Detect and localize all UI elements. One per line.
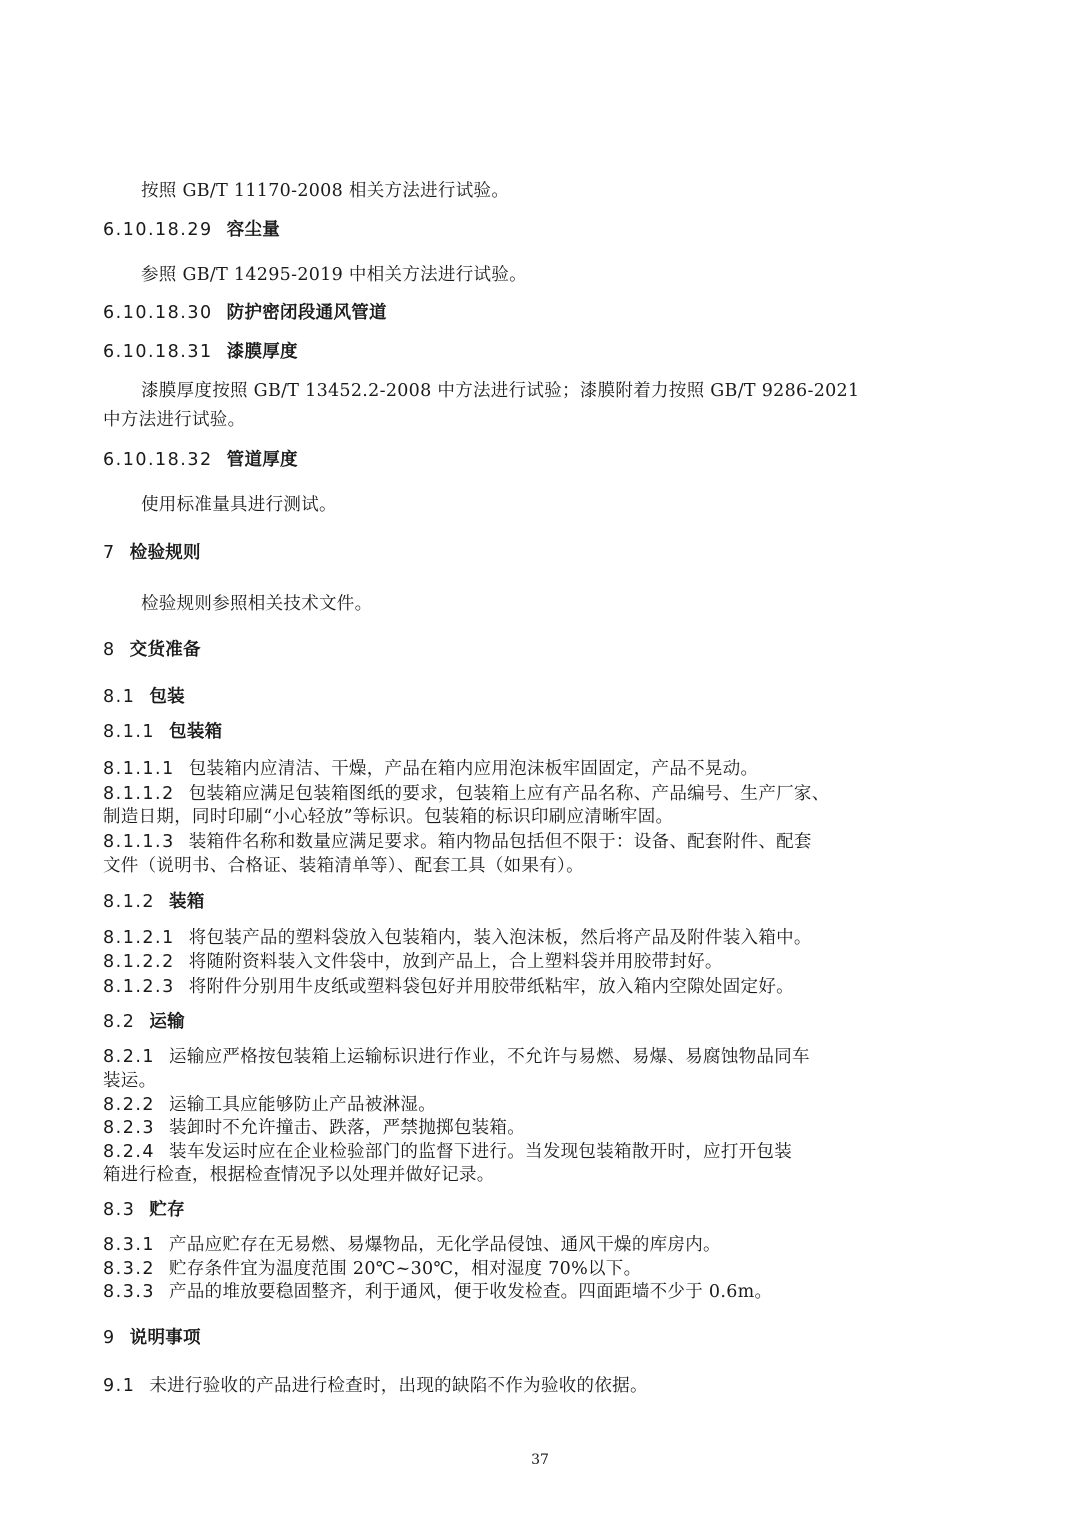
clause-line <box>103 1258 641 1280</box>
paragraph-line: 按照 GB/T 11170-2008 相关方法进行试验。 <box>141 181 510 201</box>
clause-line <box>103 1234 721 1256</box>
chapter-title: 检验规则 <box>129 543 201 563</box>
section-number: 6.10.18.31 <box>103 342 213 362</box>
paragraph-line: 参照 GB/T 14295-2019 中相关方法进行试验。 <box>141 265 527 285</box>
clause-number: 8.1.2.1 <box>103 928 175 948</box>
clause-text: 运输工具应能够防止产品被淋湿。 <box>169 1095 437 1115</box>
section-number: 8.2 <box>103 1012 136 1032</box>
section-title: 贮存 <box>149 1200 185 1220</box>
section-title: 容尘量 <box>226 220 281 240</box>
clause-number: 8.1.1.3 <box>103 832 175 852</box>
section-title: 包装 <box>149 687 185 707</box>
clause-line <box>103 1117 525 1139</box>
clause-line <box>103 1046 810 1068</box>
section-title: 包装箱 <box>169 722 223 742</box>
section-heading <box>103 1199 185 1221</box>
paragraph-line: 文件（说明书、合格证、装箱清单等）、配套工具（如果有）。 <box>103 856 584 876</box>
section-number: 8.1.1 <box>103 722 156 742</box>
clause-text: 贮存条件宜为温度范围 20℃~30℃，相对湿度 70%以下。 <box>169 1259 642 1279</box>
section-heading <box>103 891 205 913</box>
clause-line <box>103 831 812 853</box>
chapter-title: 说明事项 <box>129 1328 201 1348</box>
clause-line <box>103 1094 436 1116</box>
section-title: 装箱 <box>169 892 205 912</box>
chapter-number: 9 <box>103 1328 116 1348</box>
section-heading <box>103 1011 185 1033</box>
clause-text: 将附件分别用牛皮纸或塑料袋包好并用胶带纸粘牢，放入箱内空隙处固定好。 <box>188 977 794 997</box>
clause-text: 运输应严格按包装箱上运输标识进行作业，不允许与易燃、易爆、易腐蚀物品同车 <box>169 1047 810 1067</box>
section-heading <box>103 721 222 743</box>
section-heading <box>103 686 185 708</box>
clause-line <box>103 1141 792 1163</box>
clause-number: 8.1.2.3 <box>103 977 175 997</box>
section-number: 6.10.18.32 <box>103 450 213 470</box>
clause-line <box>103 976 794 998</box>
clause-number: 8.2.2 <box>103 1095 156 1115</box>
paragraph-line: 装运。 <box>103 1071 157 1091</box>
clause-number: 8.1.1.1 <box>103 759 175 779</box>
clause-line <box>103 927 812 949</box>
clause-text: 将随附资料装入文件袋中，放到产品上，合上塑料袋并用胶带封好。 <box>188 952 723 972</box>
chapter-number: 8 <box>103 640 116 660</box>
clause-text: 装箱件名称和数量应满足要求。箱内物品包括但不限于：设备、配套附件、配套 <box>188 832 812 852</box>
clause-line <box>103 1375 648 1397</box>
clause-text: 包装箱内应清洁、干燥，产品在箱内应用泡沫板牢固固定，产品不晃动。 <box>188 759 759 779</box>
chapter-heading <box>103 639 201 661</box>
clause-number: 8.3.2 <box>103 1259 156 1279</box>
section-number: 8.3 <box>103 1200 136 1220</box>
section-heading <box>103 449 298 471</box>
section-title: 管道厚度 <box>226 450 298 470</box>
paragraph-line: 检验规则参照相关技术文件。 <box>141 594 373 614</box>
clause-line <box>103 783 830 805</box>
clause-number: 8.1.2.2 <box>103 952 175 972</box>
section-heading <box>103 341 298 363</box>
page-number: 37 <box>531 1452 549 1468</box>
paragraph-line: 制造日期，同时印刷“小心轻放”等标识。包装箱的标识印刷应清晰牢固。 <box>103 807 674 827</box>
clause-text: 装车发运时应在企业检验部门的监督下进行。当发现包装箱散开时，应打开包装 <box>169 1142 793 1162</box>
clause-text: 装卸时不允许撞击、跌落，严禁抛掷包装箱。 <box>169 1118 526 1138</box>
clause-text: 包装箱应满足包装箱图纸的要求，包装箱上应有产品名称、产品编号、生产厂家、 <box>188 784 830 804</box>
paragraph-line: 使用标准量具进行测试。 <box>141 495 337 515</box>
paragraph-line: 箱进行检查，根据检查情况予以处理并做好记录。 <box>103 1165 495 1185</box>
clause-line <box>103 951 723 973</box>
clause-number: 8.3.1 <box>103 1235 156 1255</box>
chapter-heading <box>103 1327 201 1349</box>
section-number: 6.10.18.30 <box>103 303 213 323</box>
paragraph-line: 漆膜厚度按照 GB/T 13452.2-2008 中方法进行试验；漆膜附着力按照 GB/T 9286-2021 <box>141 381 860 401</box>
clause-number: 8.2.1 <box>103 1047 156 1067</box>
clause-text: 将包装产品的塑料袋放入包装箱内，装入泡沫板，然后将产品及附件装入箱中。 <box>188 928 812 948</box>
section-title: 漆膜厚度 <box>226 342 298 362</box>
section-heading <box>103 302 387 324</box>
clause-number: 8.2.3 <box>103 1118 156 1138</box>
section-number: 8.1.2 <box>103 892 156 912</box>
clause-number: 8.3.3 <box>103 1282 156 1302</box>
section-number: 8.1 <box>103 687 136 707</box>
clause-text: 产品应贮存在无易燃、易爆物品，无化学品侵蚀、通风干燥的库房内。 <box>169 1235 721 1255</box>
paragraph-line: 中方法进行试验。 <box>103 410 246 430</box>
section-title: 防护密闭段通风管道 <box>226 303 387 323</box>
clause-number: 8.2.4 <box>103 1142 156 1162</box>
section-heading <box>103 219 280 241</box>
clause-text: 产品的堆放要稳固整齐，利于通风，便于收发检查。四面距墙不少于 0.6m。 <box>169 1282 773 1302</box>
clause-number: 8.1.1.2 <box>103 784 175 804</box>
chapter-heading <box>103 542 201 564</box>
clause-number: 9.1 <box>103 1376 136 1396</box>
clause-line <box>103 1281 772 1303</box>
chapter-number: 7 <box>103 543 116 563</box>
clause-line <box>103 758 758 780</box>
chapter-title: 交货准备 <box>129 640 201 660</box>
clause-text: 未进行验收的产品进行检查时，出现的缺陷不作为验收的依据。 <box>149 1376 648 1396</box>
section-number: 6.10.18.29 <box>103 220 213 240</box>
section-title: 运输 <box>149 1012 185 1032</box>
